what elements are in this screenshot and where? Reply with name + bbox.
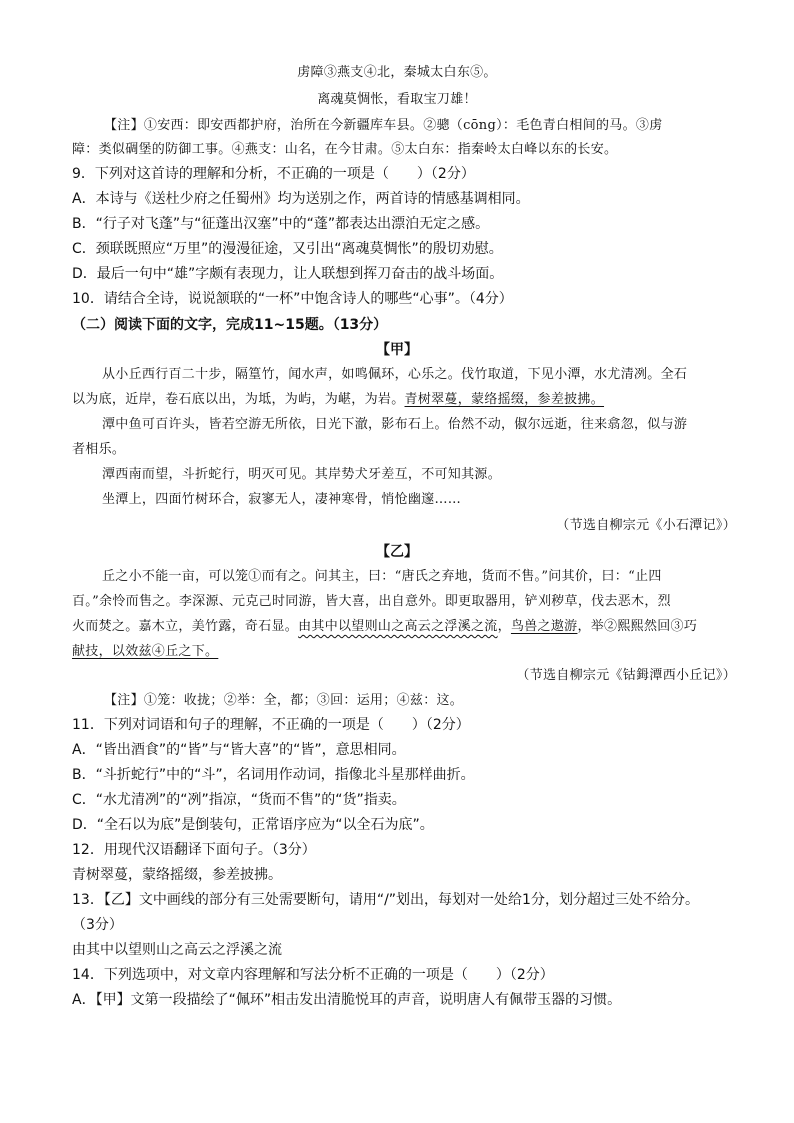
- question-11-stem: 11．下列对词语和句子的理解，不正确的一项是（ ）（2分）: [72, 717, 470, 733]
- question-11-option-c: C．“水尤清冽”的“冽”指凉，“货而不售”的“货”指卖。: [72, 792, 406, 808]
- passage-jia-text: 坐潭上，四面竹树环合，寂寥无人，凄神寒骨，悄怆幽邃……: [102, 492, 462, 507]
- question-9-option-d: D．最后一句中“雄”字颇有表现力，让人联想到挥刀奋击的战斗场面。: [72, 266, 504, 282]
- passage-yi-notes: 【注】①笼：收拢；②举：全，都；③回：运用；④兹：这。: [104, 693, 464, 708]
- question-9-stem: 9．下列对这首诗的理解和分析，不正确的一项是（ ）（2分）: [72, 166, 475, 182]
- passage-jia-text-segment: 以为底，近岸，卷石底以出，为坻，为屿，为嵁，为岩。: [72, 392, 405, 407]
- passage-jia-text: 者相乐。: [72, 442, 126, 457]
- passage-jia-text: 从小丘西行百二十步，隔篁竹，闻水声，如鸣佩环，心乐之。伐竹取道，下见小潭，水尤清冽。全石: [102, 367, 688, 382]
- passage-yi-text-segment: ，: [497, 619, 511, 634]
- underlined-sentence: 青树翠蔓，蒙络摇缀，参差披拂。: [404, 392, 605, 407]
- question-13-stem: 13．【乙】文中画线的部分有三处需要断句，请用“/”划出，每划对一处给1分，划分超过三处不给分。: [72, 892, 699, 908]
- underlined-phrase: 鸟兽之遨游: [510, 619, 578, 634]
- question-9-option-b: B．“行子对飞蓬”与“征蓬出汉塞”中的“蓬”都表达出漂泊无定之感。: [72, 216, 490, 232]
- question-11-option-d: D．“全石以为底”是倒装句，正常语序应为“以全石为底”。: [72, 817, 434, 833]
- question-12-sentence: 青树翠蔓，蒙络摇缀，参差披拂。: [72, 867, 282, 883]
- passage-jia-text: 潭西南而望，斗折蛇行，明灭可见。其岸势犬牙差互，不可知其源。: [102, 467, 502, 482]
- question-9-option-a: A．本诗与《送杜少府之任蜀州》均为送别之作，两首诗的情感基调相同。: [72, 191, 530, 207]
- passage-yi-text-segment: ，举②熙熙然回③巧: [577, 619, 698, 634]
- underlined-sentence: 由其中以望则山之高云之浮溪之流: [298, 619, 498, 634]
- question-14-option-a: A．【甲】文第一段描绘了“佩环”相击发出清脆悦耳的声音，说明唐人有佩带玉器的习惯。: [72, 992, 622, 1008]
- passage-jia-source: （节选自柳宗元《小石潭记》）: [556, 518, 736, 533]
- poem-note: 【注】①安西：即安西都护府，治所在今新疆库车县。②骢（cōng）：毛色青白相间的马。③虏: [104, 118, 663, 133]
- section-heading: （二）阅读下面的文字，完成11~15题。（13分）: [72, 317, 388, 333]
- passage-jia-text: 潭中鱼可百许头，皆若空游无所依，日光下澈，影布石上。佁然不动，俶尔远逝，往来翕忽，似与游: [102, 417, 688, 432]
- passage-jia-title: 【甲】: [376, 342, 418, 358]
- passage-yi-text: 丘之小不能一亩，可以笼①而有之。问其主，曰：“唐氏之弃地，货而不售。”问其价，曰：“止四: [102, 569, 662, 584]
- underlined-phrase: 献技，以效兹④丘之下。: [72, 644, 219, 659]
- passage-yi-title: 【乙】: [376, 544, 418, 560]
- question-12-stem: 12．用现代汉语翻译下面句子。（3分）: [72, 842, 316, 858]
- question-10-stem: 10．请结合全诗，说说颔联的“一杯”中饱含诗人的哪些“心事”。（4分）: [72, 291, 513, 307]
- question-11-option-b: B．“斗折蛇行”中的“斗”，名词用作动词，指像北斗星那样曲折。: [72, 767, 475, 783]
- question-13-score: （3分）: [72, 917, 123, 933]
- question-13-sentence: 由其中以望则山之高云之浮溪之流: [72, 942, 282, 958]
- poem-line: 虏障③燕支④北，秦城太白东⑤。: [297, 65, 497, 80]
- passage-jia-text: [72, 391, 604, 409]
- passage-yi-text: 百。”余怜而售之。李深源、元克己时同游，皆大喜，出自意外。即更取器用，铲刈秽草，伐去恶木，烈: [72, 594, 671, 609]
- question-9-option-c: C．颈联既照应“万里”的漫漫征途，又引出“离魂莫惆怅”的殷切劝慰。: [72, 241, 503, 257]
- passage-yi-source: （节选自柳宗元《钴鉧潭西小丘记》）: [516, 668, 736, 683]
- poem-line: 离魂莫惆怅，看取宝刀雄！: [317, 92, 477, 107]
- passage-yi-text: [72, 643, 218, 661]
- passage-yi-text: [72, 618, 697, 636]
- question-14-stem: 14．下列选项中，对文章内容理解和写法分析不正确的一项是（ ）（2分）: [72, 967, 554, 983]
- question-11-option-a: A．“皆出酒食”的“皆”与“皆大喜”的“皆”，意思相同。: [72, 742, 406, 758]
- poem-note: 障：类似碉堡的防御工事。④燕支：山名，在今甘肃。⑤太白东：指秦岭太白峰以东的长安。: [72, 142, 618, 157]
- passage-yi-text-segment: 火而焚之。嘉木立，美竹露，奇石显。: [72, 619, 299, 634]
